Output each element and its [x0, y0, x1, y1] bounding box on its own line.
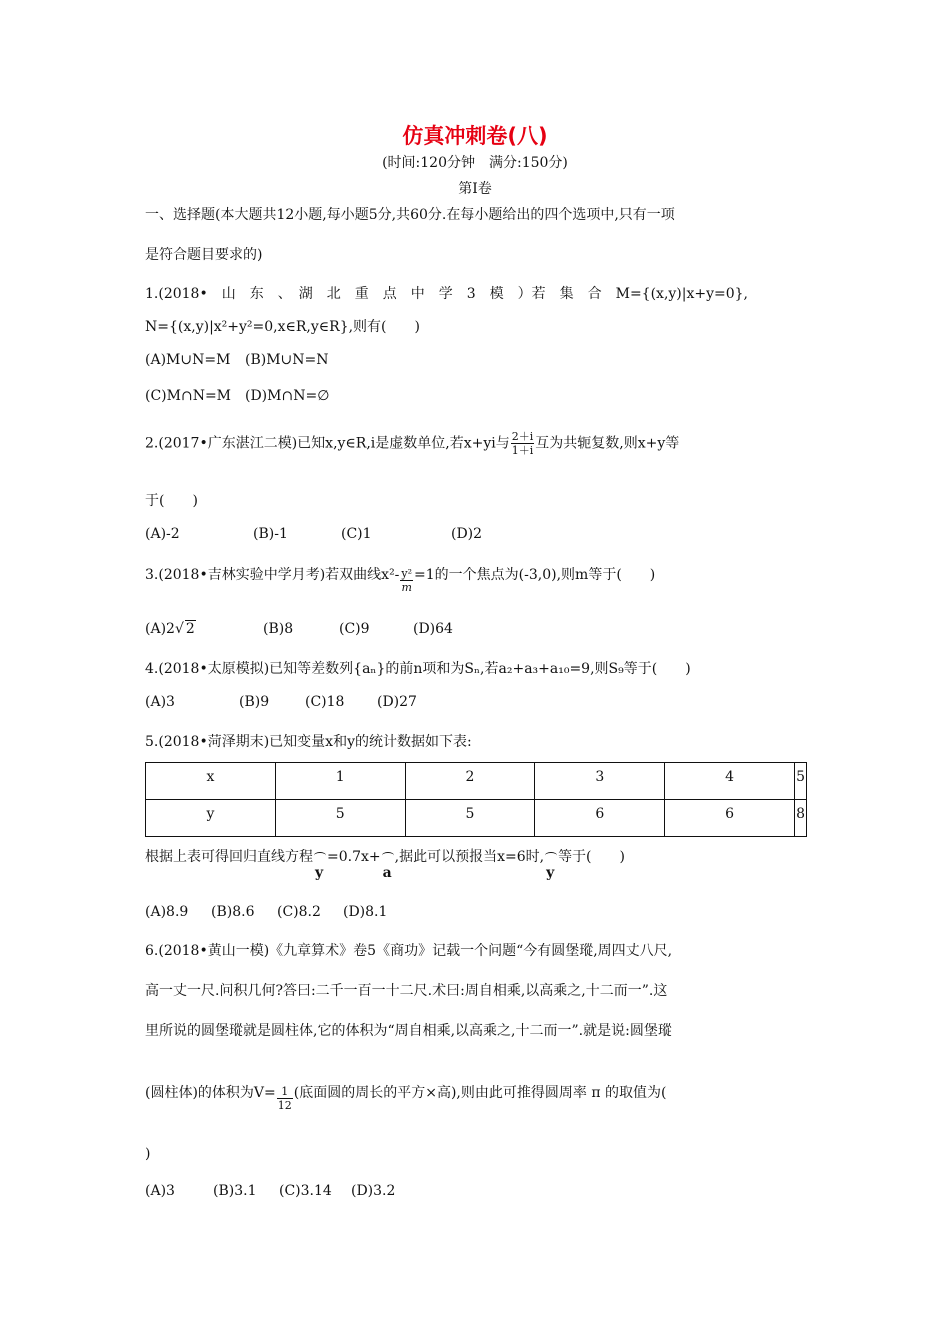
q6-stem-line4: [145, 1082, 666, 1112]
q4-option-d[interactable]: (D)27: [377, 694, 417, 710]
table-cell: 5: [275, 800, 405, 837]
table-cell: 8: [795, 800, 807, 837]
q6-option-a[interactable]: (A)3: [145, 1183, 175, 1199]
q2-stem-post: 互为共轭复数,则x+y等: [535, 435, 680, 452]
table-cell: 6: [665, 800, 795, 837]
q4-option-c[interactable]: (C)18: [305, 694, 345, 710]
table-cell: 2: [405, 763, 535, 800]
q5-options: [145, 904, 387, 920]
q2-options: [145, 526, 482, 542]
q4-option-a[interactable]: (A)3: [145, 694, 175, 710]
exam-subtitle: (时间:120分钟 满分:150分): [382, 155, 568, 171]
q3-frac-num: y²: [401, 567, 413, 580]
q5-eq-pre: 根据上表可得回归直线方程: [145, 849, 313, 865]
q3-options: [145, 620, 453, 637]
table-cell: 1: [275, 763, 405, 800]
q4-options: [145, 694, 417, 710]
q6-stem-pre: (圆柱体)的体积为V=: [145, 1085, 276, 1101]
q6-fraction: [277, 1085, 293, 1112]
section-instruction-1: 一、选择题(本大题共12小题,每小题5分,共60分.在每小题给出的四个选项中,只有一项: [145, 207, 675, 223]
a-hat-letter: a: [382, 865, 392, 881]
q2-stem-line1: [145, 430, 679, 457]
q5-eq-post: 等于( ): [558, 849, 625, 865]
y-hat-symbol-2: [544, 849, 558, 881]
y-hat-letter: y: [315, 865, 324, 881]
hat-arc-icon: [382, 852, 394, 859]
q2-option-c[interactable]: (C)1: [341, 526, 372, 542]
q6-stem-post: (底面圆的周长的平方×高),则由此可推得圆周率 π 的取值为(: [293, 1085, 667, 1101]
q2-fraction: [511, 430, 535, 457]
q5-option-d[interactable]: (D)8.1: [343, 904, 388, 920]
table-row-y: [146, 800, 807, 837]
q2-stem-line2: 于( ): [145, 493, 198, 509]
q1-option-c[interactable]: (C)M∩N=M: [145, 388, 232, 404]
q1-option-a[interactable]: (A)M∪N=M: [145, 352, 231, 368]
q1-option-d[interactable]: (D)M∩N=∅: [245, 388, 330, 404]
q6-frac-den: 12: [277, 1099, 292, 1112]
q3-stem-post: =1的一个焦点为(-3,0),则m等于( ): [414, 567, 656, 583]
q6-option-b[interactable]: (B)3.1: [213, 1183, 257, 1199]
q2-option-b[interactable]: (B)-1: [253, 526, 288, 542]
q4-option-b[interactable]: (B)9: [239, 694, 270, 710]
y-hat-letter-2: y: [546, 865, 555, 881]
q6-option-d[interactable]: (D)3.2: [351, 1183, 396, 1199]
section-instruction-2: 是符合题目要求的): [145, 247, 263, 263]
q3-stem: [145, 564, 655, 594]
q5-equation-line: [145, 846, 625, 881]
q6-stem-line5: ): [145, 1146, 151, 1162]
table-cell: 5: [405, 800, 535, 837]
q5-option-c[interactable]: (C)8.2: [277, 904, 321, 920]
q3-option-a-radicand: 2: [185, 621, 195, 637]
q6-stem-line3: 里所说的圆堡瑽就是圆柱体,它的体积为“周自相乘,以高乘之,十二而一”.就是说:圆堡瑽: [145, 1023, 672, 1039]
q1-options-row1: [145, 352, 329, 368]
part-heading: 第Ⅰ卷: [458, 181, 492, 197]
q1-option-b[interactable]: (B)M∪N=N: [245, 352, 329, 368]
q3-fraction: [400, 567, 413, 594]
q6-frac-num: 1: [277, 1085, 293, 1099]
q6-stem-line2: 高一丈一尺.问积几何?答曰:二千一百一十二尺.术曰:周自相乘,以高乘之,十二而一”.这: [145, 983, 668, 999]
table-cell: y: [146, 800, 276, 837]
hat-arc-icon: [545, 852, 557, 859]
q5-stem: 5.(2018•菏泽期末)已知变量x和y的统计数据如下表:: [145, 734, 472, 750]
q1-stem-line1: 1.(2018• 山 东 、 湖 北 重 点 中 学 3 模 ）若 集 合 M={(x,y)|x+y=0},: [145, 286, 749, 302]
q2-option-a[interactable]: (A)-2: [145, 526, 180, 542]
q3-option-b[interactable]: (B)8: [263, 621, 294, 637]
a-hat-symbol: [381, 849, 395, 881]
q3-option-c[interactable]: (C)9: [339, 621, 370, 637]
table-cell: 3: [535, 763, 665, 800]
table-cell: x: [146, 763, 276, 800]
page-title: 仿真冲刺卷(八): [402, 124, 548, 148]
y-hat-symbol: [313, 849, 327, 881]
q4-stem: 4.(2018•太原模拟)已知等差数列{aₙ}的前n项和为Sₙ,若a₂+a₃+a₁₀=9,则S₉等于( ): [145, 661, 691, 677]
q3-option-a-pre: (A)2: [145, 621, 175, 637]
q3-stem-pre: 3.(2018•吉林实验中学月考)若双曲线x²-: [145, 567, 400, 583]
table-row-x: [146, 763, 807, 800]
q6-stem-line1: 6.(2018•黄山一模)《九章算术》卷5《商功》记载一个问题“今有圆堡瑽,周四丈八尺,: [145, 943, 673, 959]
q5-option-a[interactable]: (A)8.9: [145, 904, 189, 920]
q2-option-d[interactable]: (D)2: [451, 526, 483, 542]
sqrt-symbol-icon: √: [174, 621, 184, 637]
q1-stem-line2: N={(x,y)|x²+y²=0,x∈R,y∈R},则有( ): [145, 319, 420, 335]
q2-frac-den: 1＋i: [511, 444, 534, 457]
q3-frac-den: m: [401, 581, 412, 594]
hat-arc-icon: [314, 852, 326, 859]
table-cell: 4: [665, 763, 795, 800]
table-cell: 5: [795, 763, 807, 800]
q5-data-table: [145, 762, 807, 837]
q5-option-b[interactable]: (B)8.6: [211, 904, 255, 920]
q3-option-d[interactable]: (D)64: [413, 621, 453, 637]
table-cell: 6: [535, 800, 665, 837]
q6-option-c[interactable]: (C)3.14: [279, 1183, 332, 1199]
q5-eq-mid2: ,据此可以预报当x=6时,: [394, 849, 545, 865]
q2-stem-pre: 2.(2017•广东湛江二模)已知x,y∈R,i是虚数单位,若x+yi与: [145, 435, 510, 452]
q1-options-row2: [145, 388, 329, 404]
q6-options: [145, 1183, 395, 1199]
q2-frac-num: 2＋i: [511, 430, 534, 443]
q3-option-a[interactable]: [145, 620, 263, 637]
q5-eq-mid1: =0.7x+: [327, 849, 381, 865]
